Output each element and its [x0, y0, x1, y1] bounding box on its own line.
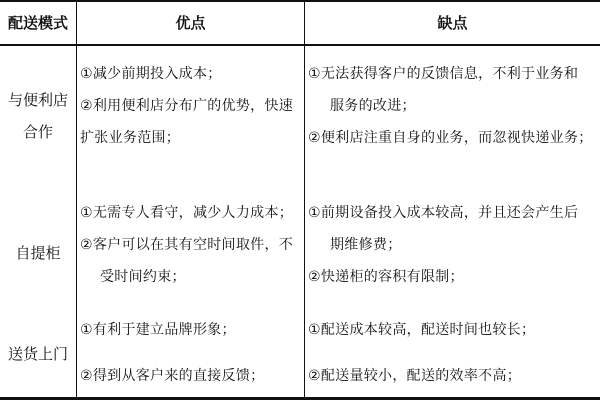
row-1-cons-line-3: ②便利店注重自身的业务，而忽视快递业务；: [308, 130, 593, 146]
row-2-pros-line-2: ②客户可以在其有空时间取件，不: [80, 237, 294, 253]
row-2-pros-line-1: ①无需专人看守，减少人力成本；: [80, 205, 294, 221]
row-1-pros-line-3: 扩张业务范围；: [80, 130, 181, 146]
row-1-cons-line-1: ①无法获得客户的反馈信息，不利于业务和: [308, 66, 579, 82]
header-mode: 配送模式: [7, 13, 68, 32]
row-3-pros-line-1: ①有利于建立品牌形象；: [80, 322, 236, 338]
row-2-mode: [0, 235, 76, 271]
column-divider-2: [304, 0, 305, 400]
row-2-pros-line-3: 受时间约束；: [100, 269, 186, 285]
row-3-cons-line-1: ①配送成本较高，配送时间也较长；: [308, 322, 536, 338]
row-3-mode-line-1: 送货上门: [7, 345, 68, 363]
row-3-cons: [308, 314, 598, 392]
header-rule: [0, 44, 600, 46]
row-1-mode: [0, 75, 76, 157]
row-2-cons-line-2: 期维修费；: [330, 237, 402, 253]
row-2-mode-line-1: 自提柜: [15, 244, 61, 262]
row-1-mode-line-2: 合作: [22, 123, 53, 141]
row-1-pros: [80, 58, 302, 154]
row-2-cons: [308, 197, 598, 293]
header-cons: 缺点: [437, 13, 468, 32]
row-3-pros: [80, 314, 302, 392]
row-3-cons-line-2: ②配送量较小，配送的效率不高；: [308, 368, 522, 384]
row-3-mode: [0, 336, 76, 372]
column-divider-1: [76, 0, 77, 400]
header-pros: 优点: [175, 13, 206, 32]
row-1-cons-line-2: 服务的改进；: [330, 98, 416, 114]
row-2-cons-line-3: ②快递柜的容积有限制；: [308, 269, 464, 285]
row-1-pros-line-2: ②利用便利店分布广的优势，快速: [80, 98, 294, 114]
row-1-cons: [308, 58, 598, 154]
row-3-pros-line-2: ②得到从客户来的直接反馈；: [80, 368, 265, 384]
row-2-pros: [80, 197, 302, 293]
row-2-cons-line-1: ①前期设备投入成本较高，并且还会产生后: [308, 205, 579, 221]
row-1-mode-line-1: 与便利店: [7, 91, 68, 109]
row-1-pros-line-1: ①减少前期投入成本；: [80, 66, 222, 82]
